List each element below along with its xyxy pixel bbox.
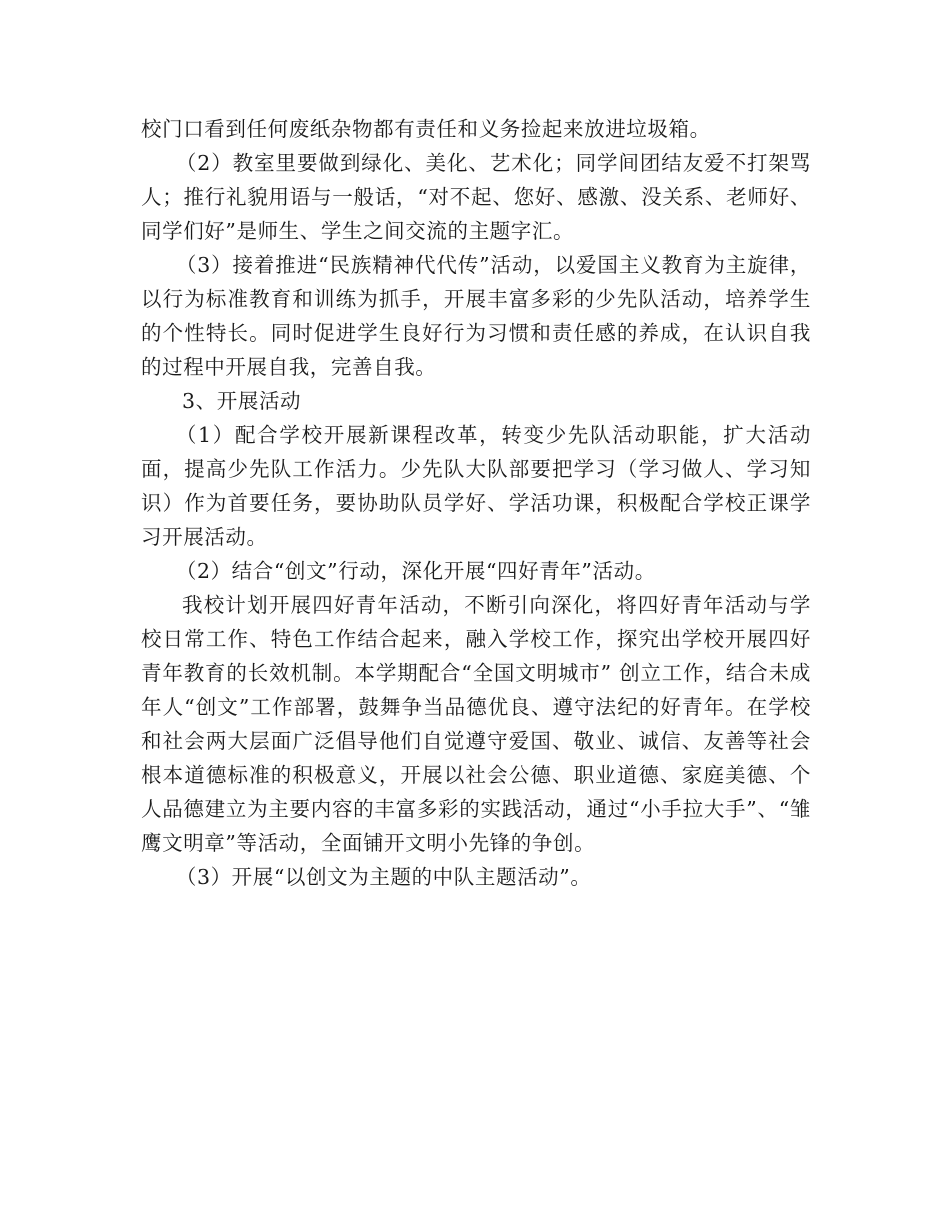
paragraph-item-1-curriculum: （1）配合学校开展新课程改革，转变少先队活动职能，扩大活动面，提高少先队工作活力。少先队大队部要把学习（学习做人、学习知识）作为首要任务，要协助队员学好、学活功课，积极配合学校正课学习开展活动。 (141, 423, 811, 549)
paragraph-item-2-classroom: （2）教室里要做到绿化、美化、艺术化；同学间团结友爱不打架骂人；推行礼貌用语与一般话，“对不起、您好、感激、没关系、老师好、同学们好”是师生、学生之间交流的主题字汇。 (141, 151, 811, 243)
paragraph-item-3-squad-activity: （3）开展“以创文为主题的中队主题活动”。 (175, 865, 592, 889)
paragraph-item-3-national-spirit: （3）接着推进“民族精神代代传”活动，以爱国主义教育为主旋律，以行为标准教育和训练为抓手，开展丰富多彩的少先队活动，培养学生的个性特长。同时促进学生良好行为习惯和责任感的养成，在认识自我的过程中开展自我，完善自我。 (141, 253, 811, 379)
paragraph-school-plan: 我校计划开展四好青年活动，不断引向深化，将四好青年活动与学校日常工作、特色工作结合起来，融入学校工作，探究出学校开展四好青年教育的长效机制。本学期配合“全国文明城市” 创立工作，结合未成年人“创文”工作部署，鼓舞争当品德优良、遵守法纪的好青年。在学校和社会两大层面广泛倡导他们自觉遵守爱国、敬业、诚信、友善等社会根本道德标准的积极意义，开展以社会公德、职业道德、家庭美德、个人品德建立为主要内容的丰富多彩的实践活动，通过“小手拉大手”、“雏鹰文明章”等活动，全面铺开文明小先锋的争创。 (141, 593, 811, 855)
document-body (141, 112, 811, 894)
paragraph-item-2-four-good-youth: （2）结合“创文”行动，深化开展“四好青年”活动。 (175, 559, 656, 583)
paragraph-continuation: 校门口看到任何废纸杂物都有责任和义务捡起来放进垃圾箱。 (141, 117, 711, 141)
section-heading-activities: 3、开展活动 (182, 389, 302, 413)
